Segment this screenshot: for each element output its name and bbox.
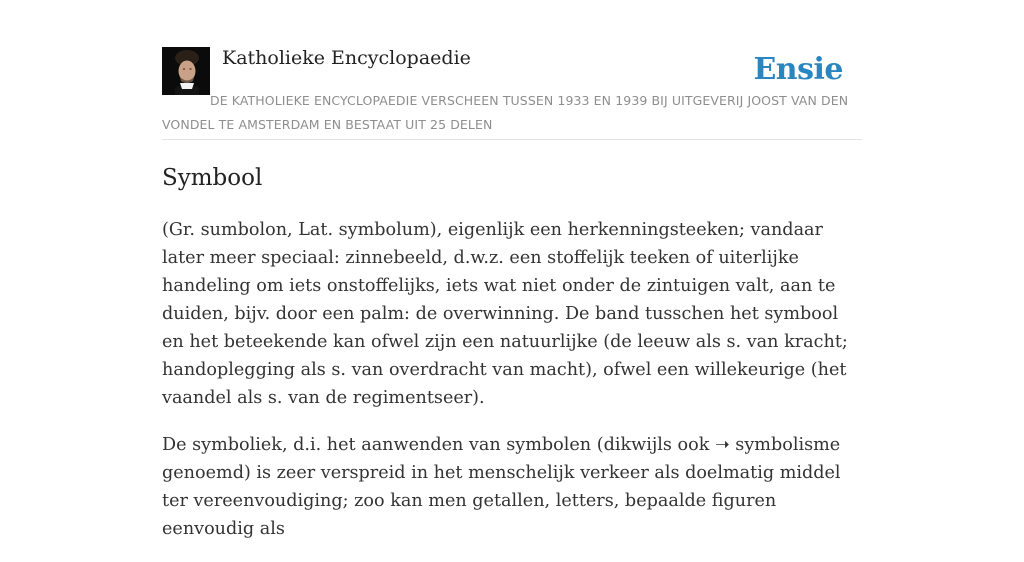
entry-title: Symbool: [162, 165, 263, 191]
site-tagline: DE KATHOLIEKE ENCYCLOPAEDIE VERSCHEEN TUSSEN 1933 EN 1939 BIJ UITGEVERIJ JOOST VAN DEN VONDEL TE AMSTERDAM EN BESTAAT UIT 25 DELEN: [162, 93, 849, 132]
entry-paragraph-1: (Gr. sumbolon, Lat. symbolum), eigenlijk een herkenningsteeken; vandaar later meer speciaal: zinnebeeld, d.w.z. een stoffelijk teeken of uiterlijke handeling om iets onstoffelijks, iets wat niet onder de zintuigen valt, aan te duiden, bijv. door een palm: de overwinning. De band tusschen het symbool en het beteekende kan ofwel zijn een natuurlijke (de leeuw als s. van kracht; handoplegging als s. van overdracht van macht), ofwel een willekeurige (het vaandel als s. van de regimentseer).: [162, 220, 848, 408]
site-title[interactable]: Katholieke Encyclopaedie: [222, 47, 471, 69]
header-divider: [162, 139, 862, 140]
entry-body: [162, 216, 862, 562]
portrait-icon: [162, 47, 210, 95]
entry-paragraph-2: De symboliek, d.i. het aanwenden van symbolen (dikwijls ook ➝ symbolisme genoemd) is zeer verspreid in het menschelijk verkeer als doelmatig middel ter vereenvoudiging; zoo kan men getallen, letters, bepaalde figuren eenvoudig als: [162, 435, 841, 539]
brand-logo[interactable]: Ensie: [753, 52, 843, 87]
author-portrait-avatar[interactable]: [162, 47, 210, 95]
